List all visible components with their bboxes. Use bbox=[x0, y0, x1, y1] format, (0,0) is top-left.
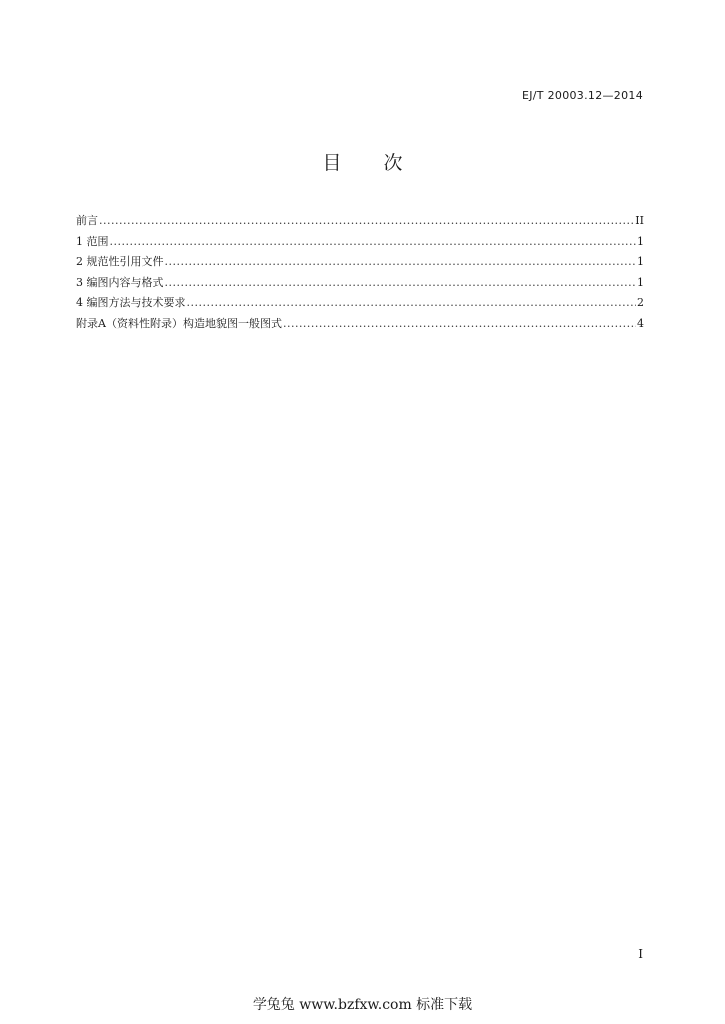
toc-entry-normative-references[interactable] bbox=[76, 252, 644, 273]
toc-entry-label: 前言 bbox=[76, 214, 98, 227]
toc-entry-page: 2 bbox=[637, 296, 644, 309]
toc-entry-page: II bbox=[635, 214, 644, 227]
toc-leader-dots bbox=[110, 232, 637, 253]
toc-leader-dots bbox=[99, 211, 634, 232]
table-of-contents bbox=[76, 211, 644, 334]
toc-title: 目 次 bbox=[322, 152, 421, 174]
standard-code: EJ/T 20003.12—2014 bbox=[522, 89, 643, 102]
toc-entry-label: 4 编图方法与技术要求 bbox=[76, 296, 186, 309]
toc-entry-content-format[interactable] bbox=[76, 273, 644, 294]
toc-entry-label: 2 规范性引用文件 bbox=[76, 255, 164, 268]
toc-entry-page: 1 bbox=[637, 255, 644, 268]
page-number: I bbox=[638, 947, 643, 961]
toc-entry-label: 1 范围 bbox=[76, 234, 109, 248]
toc-leader-dots bbox=[165, 252, 637, 273]
toc-leader-dots bbox=[187, 293, 637, 314]
toc-entry-page: 4 bbox=[637, 316, 644, 330]
toc-entry-foreword[interactable] bbox=[76, 211, 644, 232]
toc-entry-label: 3 编图内容与格式 bbox=[76, 275, 164, 289]
toc-entry-methods-requirements[interactable] bbox=[76, 293, 644, 314]
toc-entry-scope[interactable] bbox=[76, 232, 644, 253]
toc-entry-page: 1 bbox=[637, 234, 644, 248]
toc-entry-label: 附录A（资料性附录）构造地貌图一般图式 bbox=[76, 316, 282, 330]
toc-leader-dots bbox=[283, 314, 636, 335]
toc-leader-dots bbox=[165, 273, 637, 294]
footer-watermark-text: 学兔兔 www.bzfxw.com 标准下载 bbox=[252, 997, 473, 1013]
toc-entry-page: 1 bbox=[637, 275, 644, 289]
toc-entry-appendix-a[interactable] bbox=[76, 314, 644, 335]
